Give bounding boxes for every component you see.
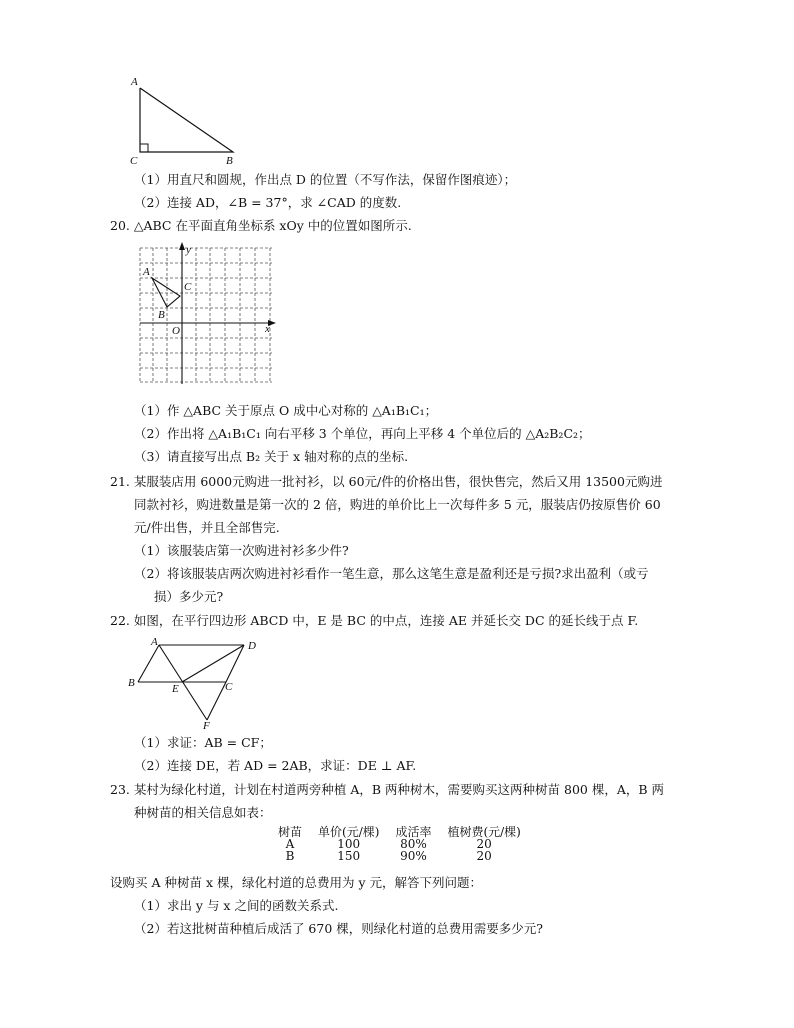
label-A: A [143,266,150,278]
table-cell: 100 [337,837,361,851]
table-row [270,850,529,862]
label-C: C [130,155,138,166]
axis-label-y: y [186,244,191,256]
figure-22-parallelogram [126,634,266,730]
q19-part2: （2）连接 AD，∠B = 37°，求 ∠CAD 的度数. [134,195,402,210]
q22-title: 22. 如图，在平行四边形 ABCD 中，E 是 BC 的中点，连接 AE 并延长交 DC 的延长线于点 F. [110,613,639,628]
q21-line3: 元/件出售，并且全部售完. [134,520,280,535]
q19-part1: （1）用直尺和圆规，作出点 D 的位置（不写作法，保留作图痕迹）； [134,172,517,187]
label-C: C [184,281,192,293]
q21-line1: 21. 某服装店用 6000元购进一批衬衫，以 60元/件的价格出售，很快售完，然后又用 13500元购进 [110,474,663,489]
table-cell: 20 [476,837,492,851]
label-B: B [128,677,135,689]
label-A: A [131,76,138,88]
table-cell: A [285,837,295,851]
figure-19-right-triangle [126,74,246,166]
q22-part1: （1）求证：AB = CF； [134,735,272,750]
q20-title: 20. △ABC 在平面直角坐标系 xOy 中的位置如图所示. [110,218,412,233]
seedling-info-table [270,826,529,862]
q23-line2: 种树苗的相关信息如表： [134,805,272,820]
q22-part2: （2）连接 DE，若 AD = 2AB，求证：DE ⊥ AF. [134,758,417,773]
q23-setup: 设购买 A 种树苗 x 棵，绿化村道的总费用为 y 元，解答下列问题： [110,875,482,890]
table-header: 成活率 [395,825,432,839]
label-B: B [158,309,165,321]
q20-part1: （1）作 △ABC 关于原点 O 成中心对称的 △A₁B₁C₁； [134,403,438,418]
label-C: C [225,681,233,693]
table-header: 单价(元/棵) [318,825,380,839]
axis-label-x: x [265,323,270,335]
figure-20-coordinate-grid [130,240,280,386]
label-B: B [226,155,233,166]
label-A: A [151,636,158,648]
table-header: 植树费(元/棵) [447,825,521,839]
table-cell: 80% [400,837,427,851]
q20-part2: （2）作出将 △A₁B₁C₁ 向右平移 3 个单位，再向上平移 4 个单位后的 △A₂B₂C₂； [134,426,591,441]
label-F: F [203,720,210,730]
label-E: E [172,683,179,695]
table-cell: 150 [337,849,361,863]
table-cell: B [285,849,295,863]
q21-part1: （1）该服装店第一次购进衬衫多少件? [134,543,349,558]
table-header: 树苗 [278,825,303,839]
q21-part2-line1: （2）将该服装店两次购进衬衫看作一笔生意，那么这笔生意是盈利还是亏损?求出盈利（或亏 [134,566,649,581]
origin-label-O: O [172,325,180,337]
q23-part2: （2）若这批树苗种植后成活了 670 棵，则绿化村道的总费用需要多少元? [134,921,543,936]
q23-part1: （1）求出 y 与 x 之间的函数关系式. [134,898,339,913]
q21-part2-line2: 损）多少元? [154,589,224,604]
q20-part3: （3）请直接写出点 B₂ 关于 x 轴对称的点的坐标. [134,449,409,464]
table-cell: 20 [476,849,492,863]
label-D: D [248,640,256,652]
table-cell: 90% [400,849,427,863]
q23-line1: 23. 某村为绿化村道，计划在村道两旁种植 A，B 两种树木，需要购买这两种树苗 800 棵，A，B 两 [110,782,665,797]
q21-line2: 同款衬衫，购进数量是第一次的 2 倍，购进的单价比上一次每件多 5 元，服装店仍按原售价 60 [134,497,661,512]
